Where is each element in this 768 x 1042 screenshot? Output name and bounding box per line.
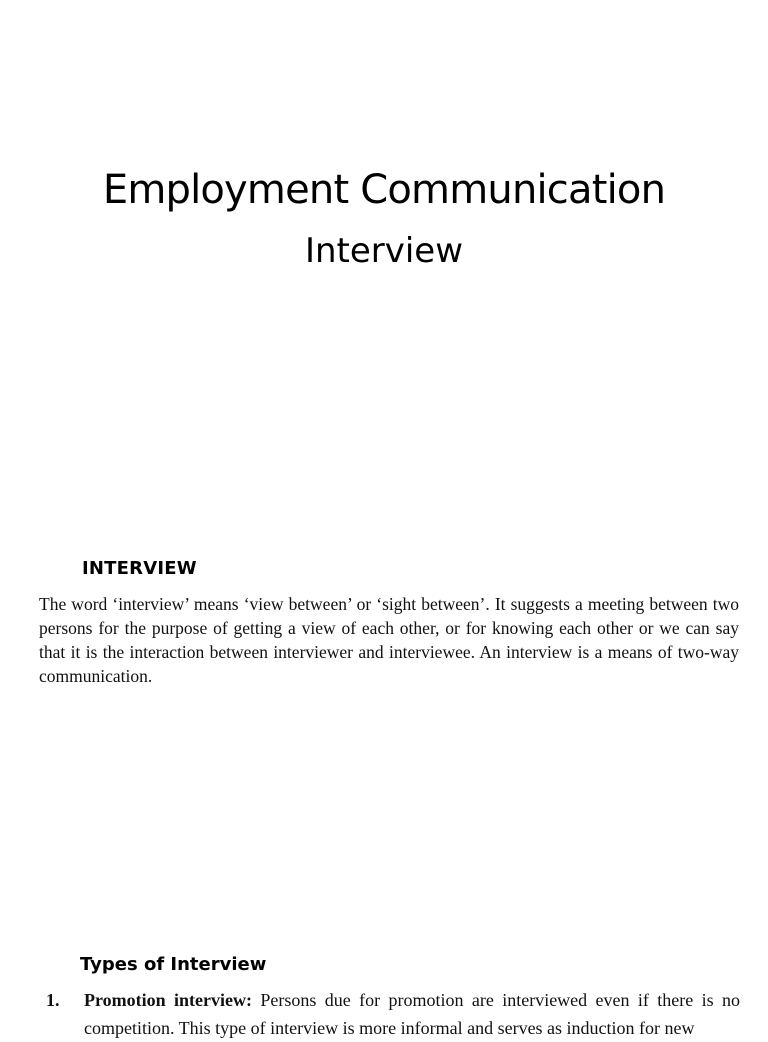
list-item-number: 1. (46, 990, 60, 1010)
list-item-body (84, 986, 740, 1042)
interview-section-heading: INTERVIEW (82, 558, 197, 579)
interview-definition-paragraph: The word ‘interview’ means ‘view between’ or ‘sight between’. It suggests a meeting between two persons for the purpose of getting a view of each other, or for knowing each other or we can say that it is the interaction between interviewer and interviewee. An interview is a means of two-way communication. (39, 594, 739, 686)
list-item-term: Promotion interview: (84, 990, 253, 1010)
list-item-text: Persons due for promotion are interviewed even if there is no competition. This type of interview is more informal and serves as induction for new (84, 990, 740, 1038)
page-title: Employment Communication (102, 167, 666, 213)
types-of-interview-heading: Types of Interview (80, 954, 267, 975)
page-subtitle: Interview (304, 231, 464, 271)
